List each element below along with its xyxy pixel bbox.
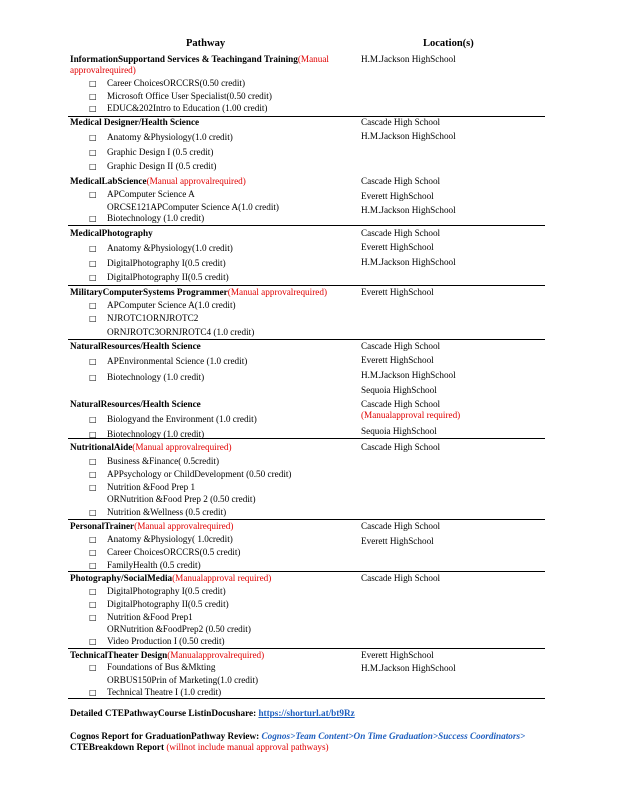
course-item: Nutrition &Food Prep 1 [107, 482, 196, 492]
course-item: NJROTC1ORNJROTC2 [107, 313, 199, 323]
bullet-icon: □ [89, 637, 97, 646]
course-item: Biologyand the Environment (1.0 credit) [107, 414, 257, 424]
course-item: EDUC&202Intro to Education (1.00 credit) [107, 103, 268, 113]
bullet-icon: □ [89, 373, 97, 382]
bullet-icon: □ [89, 561, 97, 570]
school-location: Cascade High School [361, 228, 441, 238]
section-divider [68, 648, 545, 649]
cognos-path[interactable]: Cognos>Team Content>On Time Graduation>Success Coordinators> [261, 731, 526, 741]
course-item: Nutrition &Food Prep1 [107, 612, 193, 622]
section-divider [68, 438, 545, 439]
approval-note: (Manual approvalrequired) [132, 442, 232, 452]
bullet-icon: □ [89, 273, 97, 282]
bullet-icon: □ [89, 301, 97, 310]
bullet-icon: □ [89, 214, 97, 223]
bullet-icon: □ [89, 357, 97, 366]
course-item: FamilyHealth (0.5 credit) [107, 560, 201, 570]
bullet-icon: □ [89, 190, 97, 199]
cognos-report: CTEBreakdown Report [70, 742, 165, 752]
course-item: Graphic Design II (0.5 credit) [107, 161, 217, 171]
bullet-icon: □ [89, 430, 97, 439]
course-item: ORNutrition &FoodPrep2 (0.50 credit) [107, 624, 251, 634]
section-title [70, 54, 355, 76]
course-item: DigitalPhotography I(0.5 credit) [107, 258, 226, 268]
course-item: ORBUS150Prin of Marketing(1.0 credit) [107, 675, 259, 685]
school-location: Cascade High School [361, 117, 441, 127]
section-title-text: Medical Designer/Health Science [70, 117, 200, 127]
school-location: Everett HighSchool [361, 650, 434, 660]
bullet-icon: □ [89, 548, 97, 557]
course-item: Career ChoicesORCCRS(0.50 credit) [107, 78, 246, 88]
section-title [70, 573, 355, 584]
section-title [70, 399, 355, 410]
school-location: Everett HighSchool [361, 536, 434, 546]
section-title-text: NutritionalAide [70, 442, 133, 452]
course-item: Microsoft Office User Specialist(0.50 credit) [107, 91, 272, 101]
bullet-icon: □ [89, 483, 97, 492]
section-title-text: MedicalLabScience [70, 176, 147, 186]
school-location: H.M.Jackson HighSchool [361, 131, 456, 141]
course-item: APEnvironmental Science (1.0 credit) [107, 356, 248, 366]
section-title [70, 228, 355, 239]
school-location: Cascade High School [361, 521, 441, 531]
bullet-icon: □ [89, 162, 97, 171]
bullet-icon: □ [89, 104, 97, 113]
school-location: Cascade High School [361, 341, 441, 351]
section-title [70, 442, 355, 453]
bullet-icon: □ [89, 688, 97, 697]
school-location: Cascade High School [361, 399, 441, 409]
bullet-icon: □ [89, 415, 97, 424]
course-item: DigitalPhotography I(0.5 credit) [107, 586, 226, 596]
detail-line [70, 708, 355, 719]
school-location: Cascade High School [361, 176, 441, 186]
bullet-icon: □ [89, 663, 97, 672]
school-location: H.M.Jackson HighSchool [361, 205, 456, 215]
course-item: ORNutrition &Food Prep 2 (0.50 credit) [107, 494, 256, 504]
bullet-icon: □ [89, 457, 97, 466]
section-title-text: Photography/SocialMedia [70, 573, 173, 583]
course-item: Anatomy &Physiology(1.0 credit) [107, 243, 233, 253]
section-title-text: MilitaryComputerSystems Programmer [70, 287, 228, 297]
section-title [70, 117, 355, 128]
section-title [70, 176, 355, 187]
course-item: Business &Finance( 0.5credit) [107, 456, 220, 466]
section-title-text: NaturalResources/Health Science [70, 341, 201, 351]
school-location: Sequoia HighSchool [361, 426, 437, 436]
section-divider [68, 519, 545, 520]
course-item: Career ChoicesORCCRS(0.5 credit) [107, 547, 241, 557]
course-item: APComputer Science A [107, 189, 195, 199]
school-location: Cascade High School [361, 573, 441, 583]
pathway-column-header: Pathway [186, 38, 226, 49]
section-title [70, 287, 355, 298]
section-title-text: InformationSupportand Services & Teachingand Training [70, 54, 298, 64]
course-item: Anatomy &Physiology(1.0 credit) [107, 132, 233, 142]
school-location: Everett HighSchool [361, 191, 434, 201]
bullet-icon: □ [89, 587, 97, 596]
bullet-icon: □ [89, 508, 97, 517]
course-item: Biotechnology (1.0 credit) [107, 429, 205, 439]
section-title-text: NaturalResources/Health Science [70, 399, 201, 409]
bullet-icon: □ [89, 470, 97, 479]
course-item: Biotechnology (1.0 credit) [107, 213, 205, 223]
school-location: H.M.Jackson HighSchool [361, 54, 456, 64]
bullet-icon: □ [89, 535, 97, 544]
course-item: ORNJROTC3ORNJROTC4 (1.0 credit) [107, 327, 255, 337]
cognos-note: (willnot include manual approval pathways) [166, 742, 329, 752]
approval-note: (Manualapprovalrequired) [167, 650, 265, 660]
course-item: Video Production I (0.50 credit) [107, 636, 225, 646]
bullet-icon: □ [89, 613, 97, 622]
course-item: Anatomy &Physiology( 1.0credit) [107, 534, 233, 544]
bullet-icon: □ [89, 244, 97, 253]
course-item: Technical Theatre I (1.0 credit) [107, 687, 222, 697]
course-item: Graphic Design I (0.5 credit) [107, 147, 214, 157]
approval-note: (Manualapproval required) [172, 573, 272, 583]
cognos-line-1 [70, 731, 525, 742]
bullet-icon: □ [89, 600, 97, 609]
course-item: Nutrition &Wellness (0.5 credit) [107, 507, 227, 517]
section-title [70, 341, 355, 352]
bullet-icon: □ [89, 314, 97, 323]
course-item: Foundations of Bus &Mkting [107, 662, 216, 672]
location-column-header: Location(s) [423, 38, 474, 49]
section-divider [68, 285, 545, 286]
section-divider [68, 571, 545, 572]
course-item: ORCSE121APComputer Science A(1.0 credit) [107, 202, 279, 212]
course-item: APComputer Science A(1.0 credit) [107, 300, 236, 310]
course-item: DigitalPhotography II(0.5 credit) [107, 599, 229, 609]
course-item: Biotechnology (1.0 credit) [107, 372, 205, 382]
school-location: H.M.Jackson HighSchool [361, 370, 456, 380]
section-title-text: PersonalTrainer [70, 521, 135, 531]
bullet-icon: □ [89, 79, 97, 88]
cognos-line-2 [70, 742, 329, 753]
approval-note: (Manual approvalrequired) [227, 287, 327, 297]
section-title-text: TechnicalTheater Design [70, 650, 168, 660]
section-title [70, 521, 355, 532]
detail-label: Detailed CTEPathwayCourse ListinDocushare: [70, 708, 257, 718]
section-divider [68, 225, 545, 226]
section-title-text: MedicalPhotography [70, 228, 153, 238]
cognos-label: Cognos Report for GraduationPathway Review: [70, 731, 260, 741]
section-divider [68, 698, 545, 699]
school-location: H.M.Jackson HighSchool [361, 663, 456, 673]
location-approval-note: (Manualapproval required) [361, 410, 461, 420]
course-item: APPsychology or ChildDevelopment (0.50 credit) [107, 469, 292, 479]
approval-note: (Manual approvalrequired) [70, 54, 329, 75]
section-divider [68, 339, 545, 340]
approval-note: (Manual approvalrequired) [146, 176, 246, 186]
detail-link[interactable]: https://shorturl.at/bt9Rz [258, 708, 355, 718]
school-location: Cascade High School [361, 442, 441, 452]
school-location: Everett HighSchool [361, 242, 434, 252]
school-location: H.M.Jackson HighSchool [361, 257, 456, 267]
approval-note: (Manual approvalrequired) [134, 521, 234, 531]
school-location: Sequoia HighSchool [361, 385, 437, 395]
school-location: Everett HighSchool [361, 287, 434, 297]
school-location: Everett HighSchool [361, 355, 434, 365]
bullet-icon: □ [89, 92, 97, 101]
bullet-icon: □ [89, 133, 97, 142]
section-title [70, 650, 355, 661]
course-item: DigitalPhotography II(0.5 credit) [107, 272, 229, 282]
bullet-icon: □ [89, 259, 97, 268]
bullet-icon: □ [89, 148, 97, 157]
